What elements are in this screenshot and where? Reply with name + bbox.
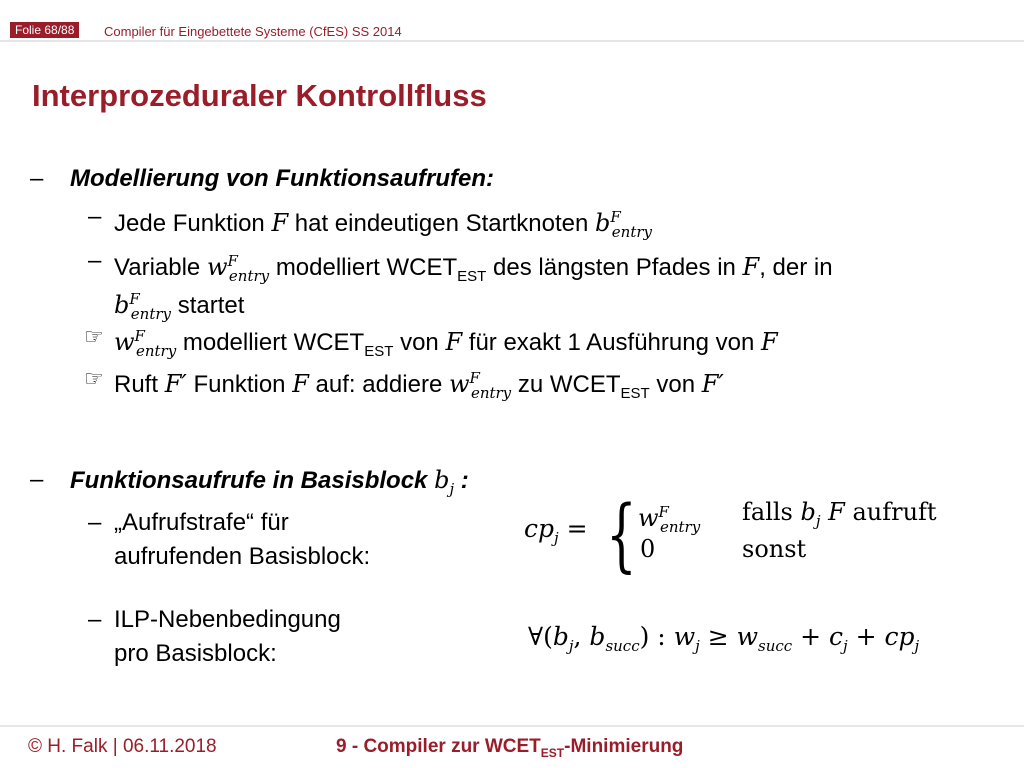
bullet-aufrufstrafe-cont: aufrufenden Basisblock: [114, 543, 371, 570]
course-title: Compiler für Eingebettete Systeme (CfES) SS 2014 [104, 24, 402, 39]
bullet-dash: – [30, 466, 44, 493]
bullet-ilp: ILP-Nebenbedingung [114, 606, 341, 633]
bullet-dash: – [30, 165, 44, 192]
header-divider [0, 40, 1024, 42]
bullet-dash: – [88, 247, 102, 274]
bullet-dash: – [88, 509, 102, 536]
formula-case2-condition: sonst [742, 535, 807, 563]
bullet-dash: – [88, 203, 102, 230]
formula-case1: $w^F_{entry}$ [638, 503, 701, 536]
cases-brace: { [606, 488, 637, 581]
footer-divider [0, 725, 1024, 727]
slide-title: Interprozeduraler Kontrollfluss [32, 78, 487, 113]
section2-heading: Funktionsaufrufe in Basisblock $b_j$ : [70, 466, 469, 498]
pointing-hand-icon: ☞ [84, 366, 104, 391]
formula-case1-condition: falls $b_j$ F aufruft [742, 498, 937, 530]
footer-author-date: © H. Falk | 06.11.2018 [28, 736, 217, 757]
slide-number-tag: Folie 68/88 [10, 22, 79, 38]
footer-chapter: 9 - Compiler zur $WCET_{EST}$-Minimierung [336, 736, 684, 760]
formula-cp-lhs: $cp_j$ = [524, 514, 588, 547]
pointing-hand-icon: ☞ [84, 324, 104, 349]
bullet-variable: Variable $w^F_{entry}$ modelliert $WCET_{EST}$ des längsten Pfades in F, der in [114, 252, 833, 285]
bullet-ilp-cont: pro Basisblock: [114, 640, 277, 667]
hint-caller: Ruft F′ Funktion F auf: addiere $w^F_{entry}$ zu $WCET_{EST}$ von F′ [114, 369, 724, 402]
bullet-startknoten: Jede Funktion F hat eindeutigen Startknoten $b^F_{entry}$ [114, 208, 653, 241]
formula-case2-value: 0 [640, 535, 656, 563]
hint-one-execution: $w^F_{entry}$ modelliert $WCET_{EST}$ von F für exakt 1 Ausführung von F [114, 327, 778, 360]
bullet-dash: – [88, 606, 102, 633]
formula-ilp-constraint: $\forall(b_j$, $b_{succ}$) : $w_j \ge w_{succ} + c_j + cp_j$ [528, 622, 920, 655]
bullet-aufrufstrafe: „Aufrufstrafe“ für [114, 509, 289, 536]
section1-heading: Modellierung von Funktionsaufrufen: [70, 165, 494, 192]
bullet-variable-cont: $b^F_{entry}$ startet [114, 290, 245, 323]
